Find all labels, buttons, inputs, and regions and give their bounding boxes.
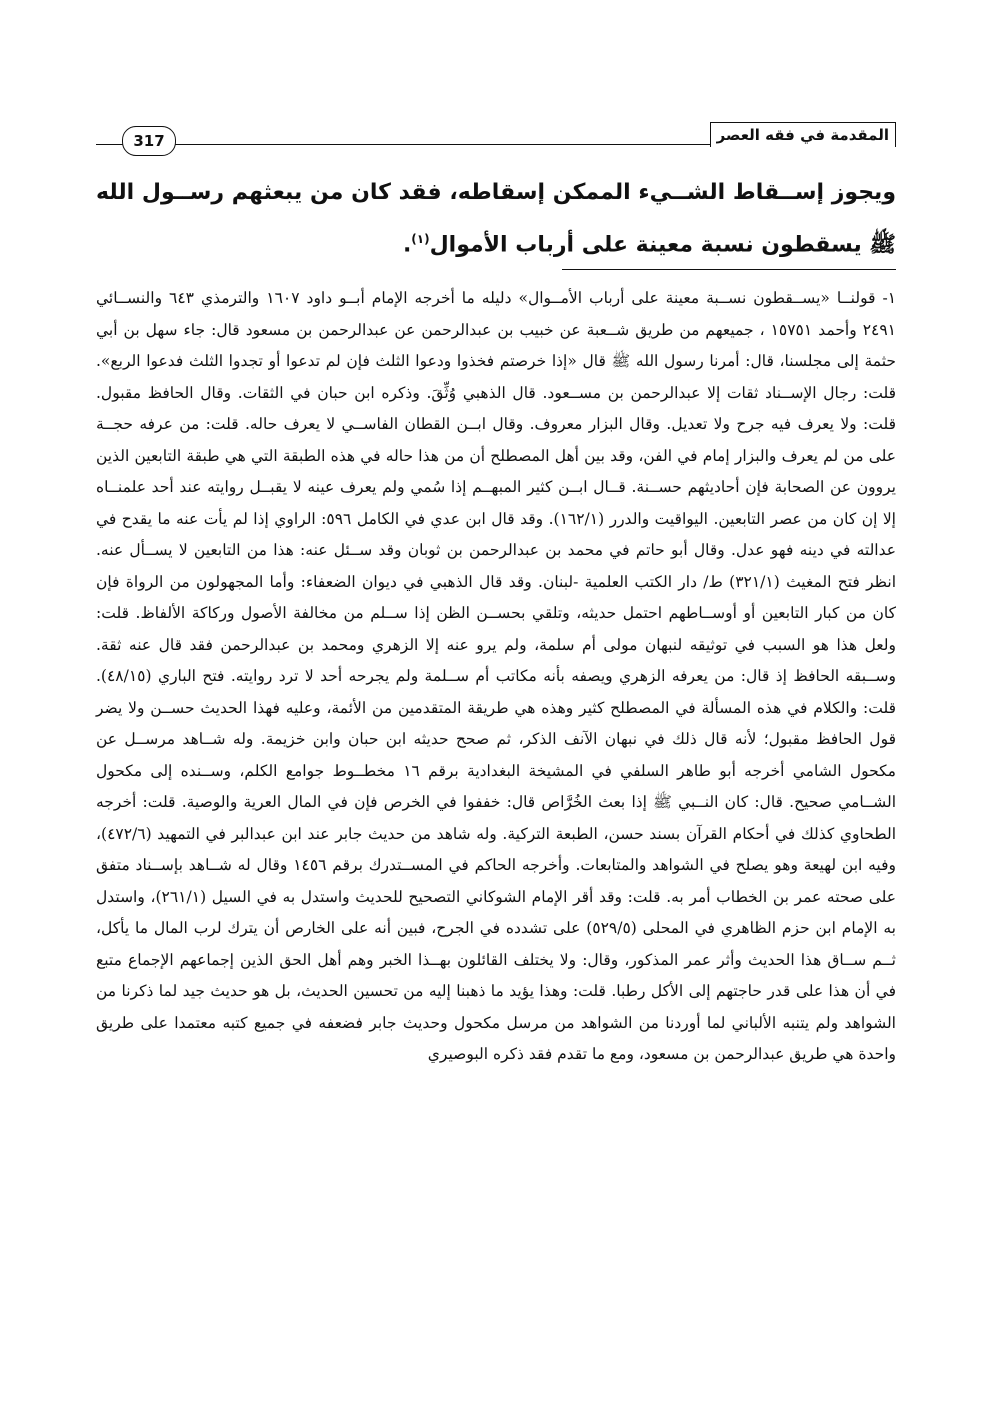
running-title: المقدمة في فقه العصر [710, 122, 896, 147]
main-text-end: . [402, 232, 412, 258]
footnote-reference: (١) [411, 232, 430, 246]
main-paragraph [96, 170, 896, 268]
footnote-block [96, 283, 896, 1071]
page-header [96, 118, 896, 154]
footnote-1: ١- قولنــا «يســقطون نســبة معينة على أرباب الأمــوال» دليله ما أخرجه الإمام أبــو داود ١٦٠٧ والترمذي ٦٤٣ والنســائي ٢٤٩١ وأحمد ١٥٧٥١ ، جميعهم من طريق شــعبة عن خبيب بن عبدالرحمن عن عبدالرحمن بن مسعود قال: جاء سهل بن أبي حثمة إلى مجلسنا، قال: أمرنا رسول الله ﷺ قال «إذا خرصتم فخذوا ودعوا الثلث فإن لم تدعوا أو تجدوا الثلث فدعوا الربع». قلت: رجال الإســناد ثقات إلا عبدالرحمن بن مســعود. قال الذهبي وُثِّقَ. وذكره ابن حبان في الثقات. وقال الحافظ مقبول. قلت: ولا يعرف فيه جرح ولا تعديل. وقال البزار معروف. وقال ابــن القطان الفاســي لا يعرف حاله. قلت: من عرفه حجــة على من لم يعرف والبزار إمام في الفن، وقد بين أهل المصطلح أن من هذا حاله في هذه الطبقة التي هي طبقة التابعين الذين يروون عن الصحابة فإن أحاديثهم حســنة. قــال ابــن كثير المبهــم إذا سُمي ولم يعرف عينه لا يقبــل روايته عند أحد علمنــاه إلا إن كان من عصر التابعين. اليواقيت والدرر (١٦٢/١). وقد قال ابن عدي في الكامل ٥٩٦: الراوي إذا لم يأت عنه ما يقدح في عدالته في دينه فهو عدل. وقال أبو حاتم في محمد بن عبدالرحمن بن ثوبان وقد ســئل عنه: هذا من التابعين لا يســأل عنه. انظر فتح المغيث (٣٢١/١) ط/ دار الكتب العلمية -لبنان. وقد قال الذهبي في ديوان الضعفاء: وأما المجهولون من الرواة فإن كان من كبار التابعين أو أوســاطهم احتمل حديثه، وتلقي بحســن الظن إذا ســلم من مخالفة الأصول وركاكة الألفاظ. قلت: ولعل هذا هو السبب في توثيقه لنبهان مولى أم سلمة، ولم يرو عنه إلا الزهري ومحمد بن عبدالرحمن فقد قال عنه ثقة. وســبقه الحافظ إذ قال: من يعرفه الزهري ويصفه بأنه مكاتب أم ســلمة ولم يجرحه أحد لا ترد روايته. فتح الباري (٤٨/١٥). قلت: والكلام في هذه المسألة في المصطلح كثير وهذه هي طريقة المتقدمين من الأئمة، وعليه فهذا الحديث حســن ولا يضر قول الحافظ مقبول؛ لأنه قال ذلك في نبهان الآنف الذكر، ثم صحح حديثه ابن حبان وابن خزيمة. وله شــاهد مرســل عن مكحول الشامي أخرجه أبو طاهر السلفي في المشيخة البغدادية برقم ١٦ مخطــوط جوامع الكلم، وســنده إلى مكحول الشــامي صحيح. قال: كان النــبي ﷺ إذا بعث الخُرَّاص قال: خففوا في الخرص فإن في المال العرية والوصية. قلت: أخرجه الطحاوي كذلك في أحكام القرآن بسند حسن، الطبعة التركية. وله شاهد من حديث جابر عند ابن عبدالبر في التمهيد (٤٧٢/٦)، وفيه ابن لهيعة وهو يصلح في الشواهد والمتابعات. وأخرجه الحاكم في المســتدرك برقم ١٤٥٦ وقال له شــاهد بإســناد متفق على صحته عمر بن الخطاب أمر به. قلت: وقد أقر الإمام الشوكاني التصحيح للحديث واستدل به في السيل (٢٦١/١)، واستدل به الإمام ابن حزم الظاهري في المحلى (٥٢٩/٥) على تشدده في الجرح، فبين أنه على الخارص أن يترك لرب المال ما يأكل، ثــم ســاق هذا الحديث وأثر عمر المذكور، وقال: ولا يختلف القائلون بهــذا الخبر وهم أهل الحق الذين إجماعهم الإجماع متبع في أن هذا على قدر حاجتهم إلى الأكل رطبا. قلت: وهذا يؤيد ما ذهبنا إليه من تحسين الحديث، بل هو حديث جيد لما ذكرنا من الشواهد ولم يتنبه الألباني لما أوردنا من الشواهد من مرسل مكحول وحديث جابر فضعفه في جميع كتبه معتمدا على طريق واحدة هي طريق عبدالرحمن بن مسعود، ومع ما تقدم فقد ذكره البوصيري [96, 289, 897, 1063]
main-text-body: ويجوز إســقاط الشــيء الممكن إسقاطه، فقد كان من يبعثهم رســول الله ﷺ يسقطون نسبة معينة على أرباب الأموال [96, 180, 896, 258]
footnote-separator [562, 269, 896, 270]
page-number: 317 [122, 126, 176, 156]
